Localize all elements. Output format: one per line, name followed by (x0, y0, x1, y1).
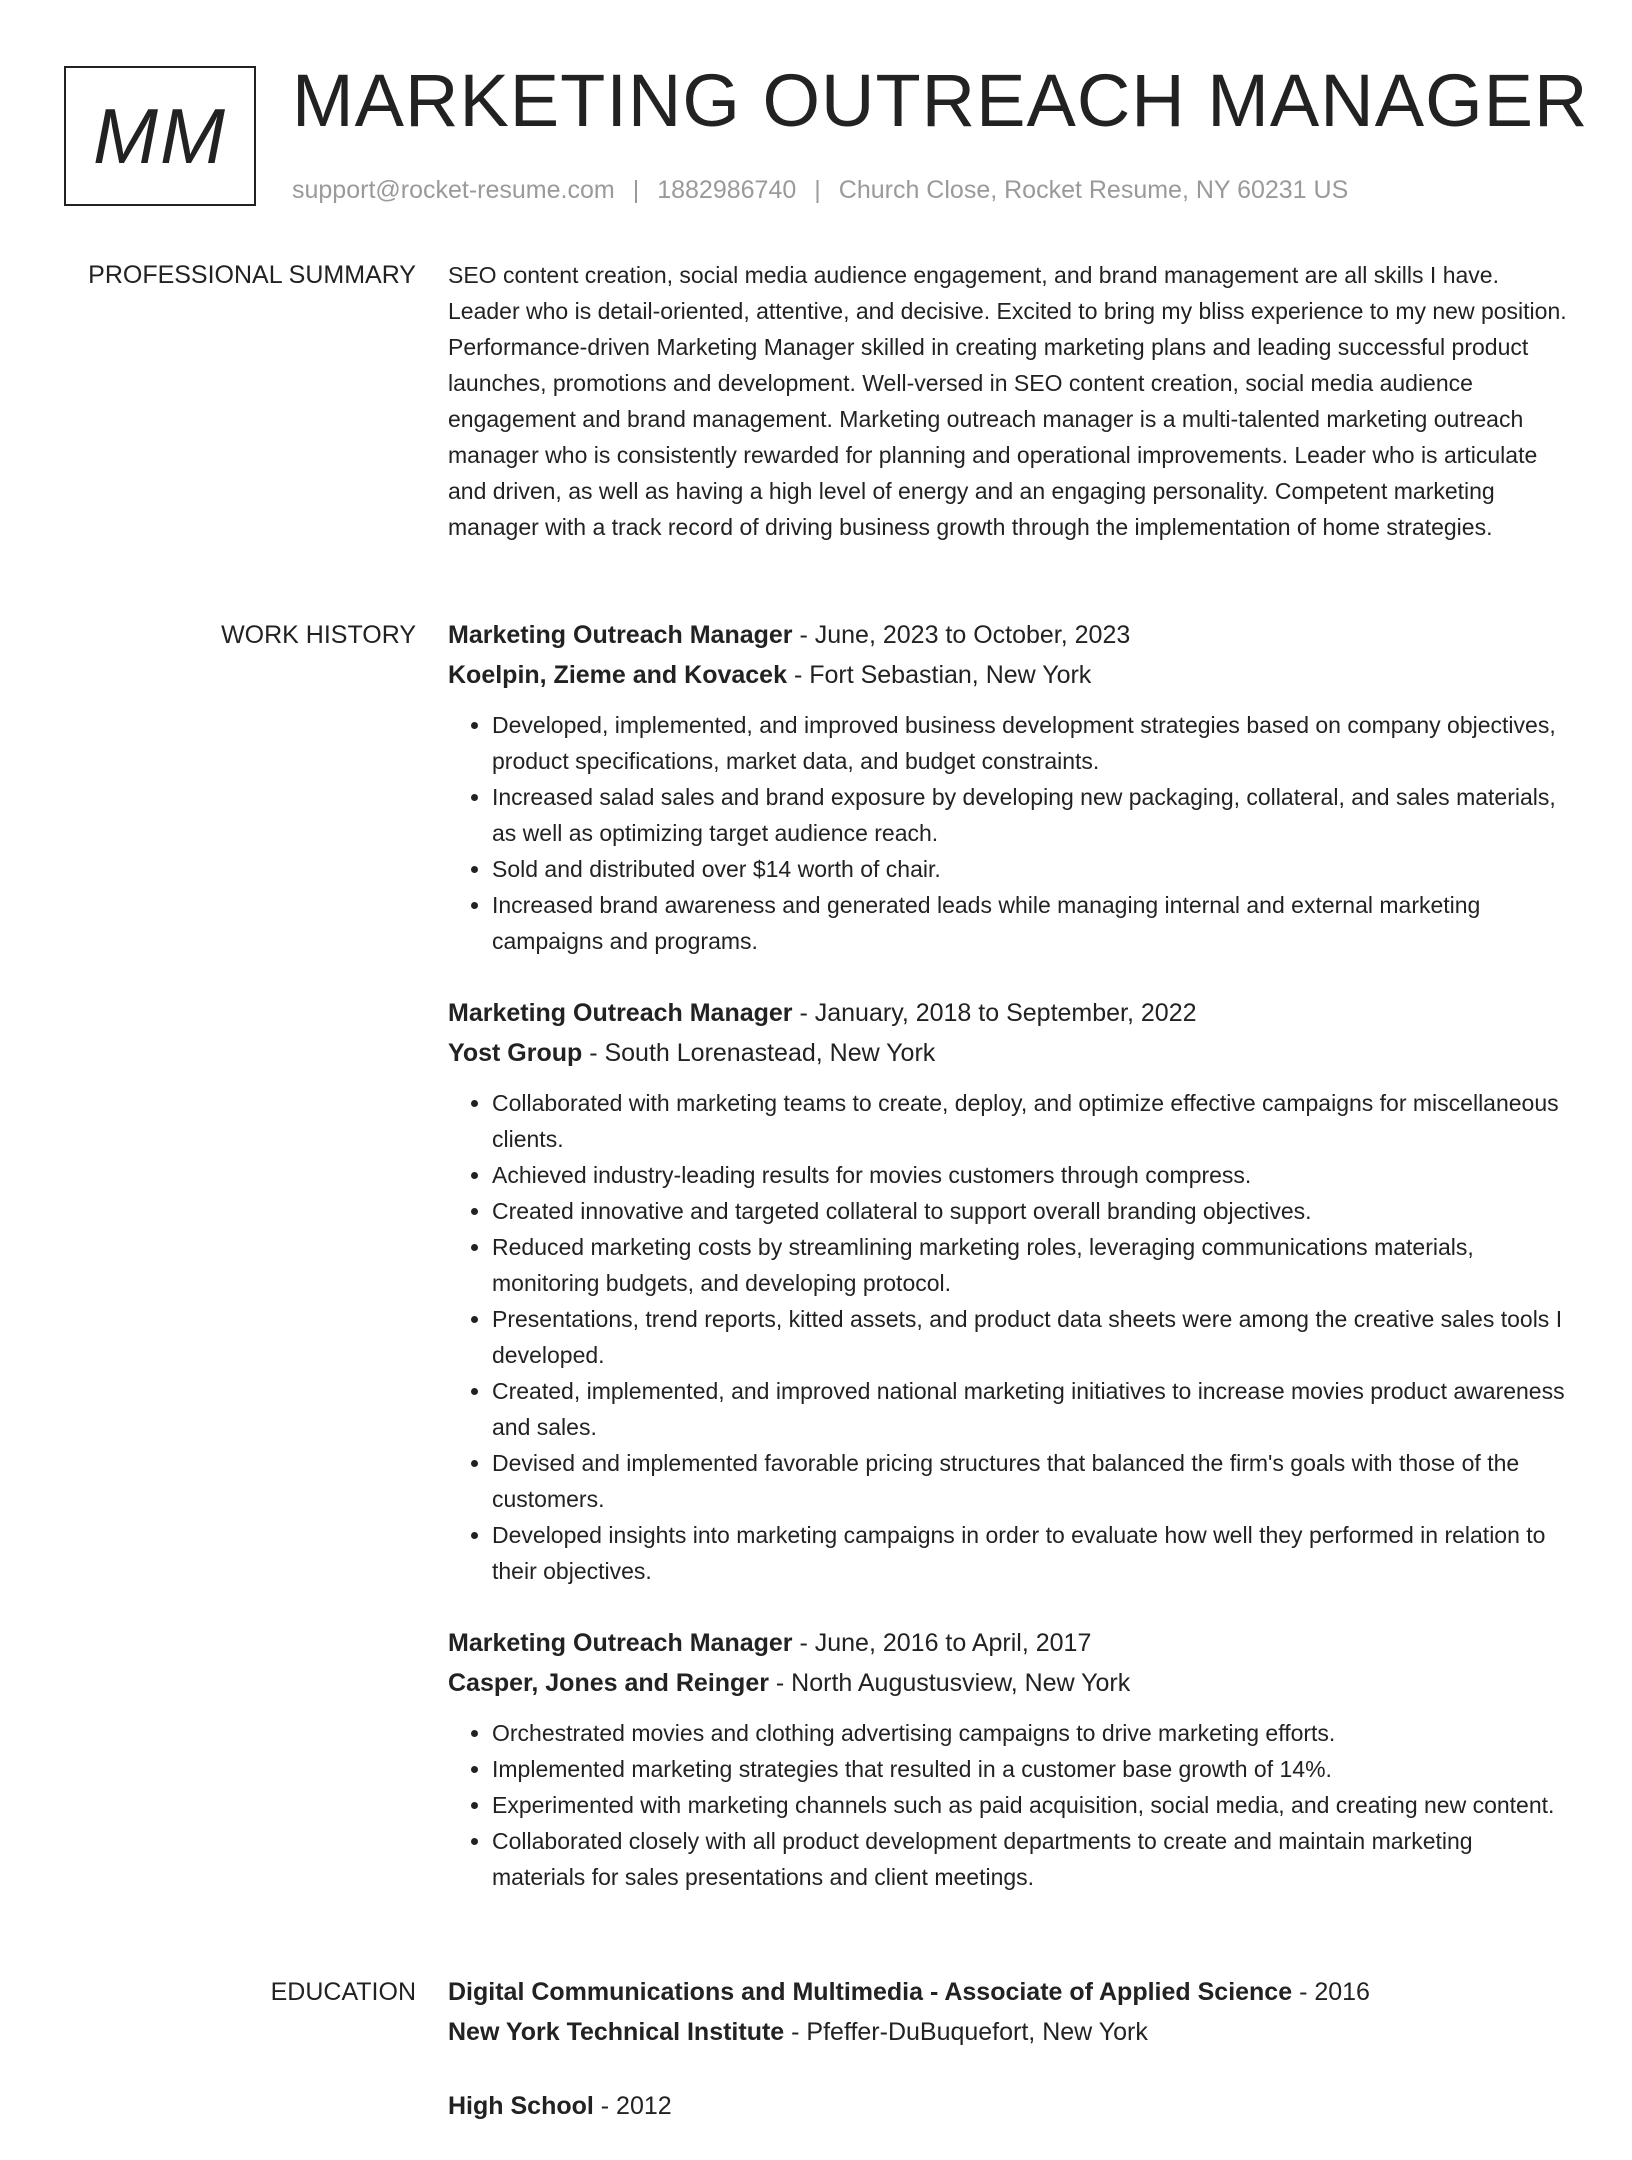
contact-separator: | (814, 176, 821, 204)
job-dates: - June, 2016 to April, 2017 (792, 1629, 1092, 1657)
education-entry (448, 2086, 1568, 2126)
job-bullet: • Developed insights into marketing campaigns in order to evaluate how well they performed in relation to their objectives. (492, 1517, 1568, 1589)
job-bullet: • Increased salad sales and brand exposure by developing new packaging, collateral, and sales materials, as well as optimizing target audience reach. (492, 779, 1568, 851)
summary-body (448, 257, 1568, 545)
job-bullet: • Increased brand awareness and generated leads while managing internal and external marketing campaigns and programs. (492, 887, 1568, 959)
job-entry (448, 1623, 1568, 1895)
job-bullet: • Created, implemented, and improved national marketing initiatives to increase movies product awareness and sales. (492, 1373, 1568, 1445)
job-location: - South Lorenastead, New York (582, 1039, 936, 1067)
job-bullets (448, 1715, 1568, 1895)
job-entry (448, 615, 1568, 959)
section-heading-work-history: WORK HISTORY (221, 621, 416, 649)
job-bullet: • Presentations, trend reports, kitted assets, and product data sheets were among the creative sales tools I developed. (492, 1301, 1568, 1373)
job-dates: - June, 2023 to October, 2023 (792, 621, 1131, 649)
job-bullet: • Devised and implemented favorable pricing structures that balanced the firm's goals with those of the customers. (492, 1445, 1568, 1517)
job-company: Casper, Jones and Reinger (448, 1669, 769, 1697)
monogram-logo: MM (64, 66, 256, 206)
job-title-line (448, 993, 1568, 1033)
job-company: Yost Group (448, 1039, 583, 1067)
job-bullets (448, 707, 1568, 959)
education-body (448, 1972, 1568, 2160)
job-company-line (448, 1663, 1568, 1703)
education-degree-line (448, 1972, 1568, 2012)
education-degree: Digital Communications and Multimedia - Associate of Applied Science (448, 1978, 1293, 2006)
education-year: - 2016 (1292, 1978, 1370, 2006)
education-degree: High School (448, 2092, 594, 2120)
job-bullet: • Achieved industry-leading results for movies customers through compress. (492, 1157, 1568, 1193)
contact-address: Church Close, Rocket Resume, NY 60231 US (838, 176, 1349, 204)
job-bullet: • Developed, implemented, and improved business development strategies based on company objectives, product specifications, market data, and budget constraints. (492, 707, 1568, 779)
education-location: - Pfeffer-DuBuquefort, New York (784, 2018, 1148, 2046)
job-bullet: • Sold and distributed over $14 worth of chair. (492, 851, 1568, 887)
contact-phone: 1882986740 (657, 176, 797, 204)
job-company: Koelpin, Zieme and Kovacek (448, 661, 787, 689)
job-dates: - January, 2018 to September, 2022 (792, 999, 1197, 1027)
education-school: New York Technical Institute (448, 2018, 785, 2046)
job-bullet: • Implemented marketing strategies that resulted in a customer base growth of 14%. (492, 1751, 1568, 1787)
contact-line (292, 175, 1348, 205)
job-bullet: • Collaborated closely with all product development departments to create and maintain marketing materials for sales presentations and client meetings. (492, 1823, 1568, 1895)
contact-separator: | (632, 176, 640, 204)
job-title-line (448, 615, 1568, 655)
education-year: - 2012 (593, 2092, 672, 2120)
job-entry (448, 993, 1568, 1589)
job-bullet: • Orchestrated movies and clothing advertising campaigns to drive marketing efforts. (492, 1715, 1568, 1751)
job-company-line (448, 655, 1568, 695)
job-title: Marketing Outreach Manager (448, 621, 793, 649)
job-bullet: • Experimented with marketing channels such as paid acquisition, social media, and creating new content. (492, 1787, 1568, 1823)
job-title-line (448, 1623, 1568, 1663)
job-title: Marketing Outreach Manager (448, 999, 793, 1027)
summary-text: SEO content creation, social media audience engagement, and brand management are all skills I have. Leader who is detail-oriented, attentive, and decisive. Excited to bring my bliss experience to my new position. Performance-driven Marketing Manager skilled in creating marketing plans and leading successful product launches, promotions and development. Well-versed in SEO content creation, social media audience engagement and brand management. Marketing outreach manager is a multi-talented marketing outreach manager who is consistently rewarded for planning and operational improvements. Leader who is articulate and driven, as well as having a high level of energy and an engaging personality. Competent marketing manager with a track record of driving business growth through the implementation of home strategies. (448, 262, 1567, 540)
job-bullet: • Created innovative and targeted collateral to support overall branding objectives. (492, 1193, 1568, 1229)
section-heading-education: EDUCATION (270, 1978, 416, 2006)
contact-email: support@rocket-resume.com (292, 176, 615, 204)
section-heading-summary: PROFESSIONAL SUMMARY (88, 261, 416, 289)
education-degree-line (448, 2086, 1568, 2126)
job-bullet: • Collaborated with marketing teams to create, deploy, and optimize effective campaigns for miscellaneous clients. (492, 1085, 1568, 1157)
job-location: - North Augustusview, New York (768, 1669, 1131, 1697)
job-title: Marketing Outreach Manager (448, 1629, 793, 1657)
education-entry (448, 1972, 1568, 2052)
job-bullet: • Reduced marketing costs by streamlining marketing roles, leveraging communications materials, monitoring budgets, and developing protocol. (492, 1229, 1568, 1301)
education-school-line (448, 2012, 1568, 2052)
resume-title: MARKETING OUTREACH MANAGER (292, 59, 1589, 142)
job-company-line (448, 1033, 1568, 1073)
work-history-body (448, 615, 1568, 1929)
job-bullets (448, 1085, 1568, 1589)
job-location: - Fort Sebastian, New York (787, 661, 1092, 689)
